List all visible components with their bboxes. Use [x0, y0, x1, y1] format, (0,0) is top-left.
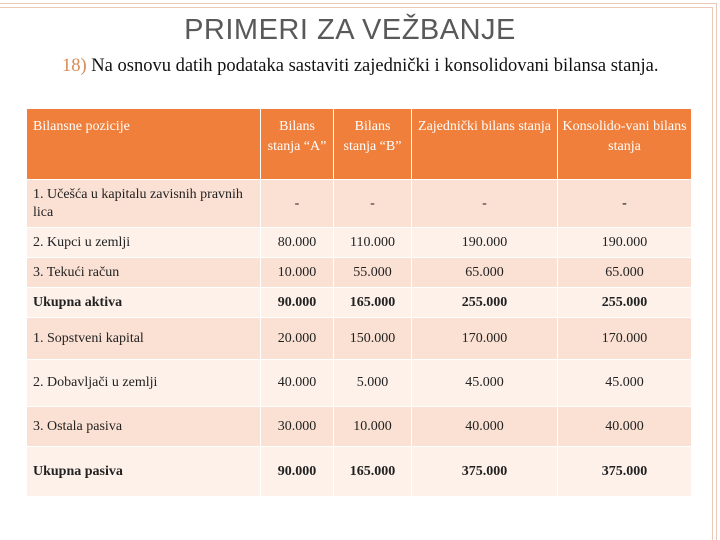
cell-value-a: 30.000: [261, 407, 334, 447]
cell-value-a: 90.000: [261, 447, 334, 497]
cell-value-b: 150.000: [334, 318, 412, 360]
table-header-row: [27, 109, 692, 180]
cell-value-konsolidovani: 40.000: [558, 407, 692, 447]
cell-value-b: 110.000: [334, 228, 412, 258]
cell-value-a: -: [261, 180, 334, 228]
row-label: 3. Tekući račun: [27, 258, 261, 288]
cell-value-b: 55.000: [334, 258, 412, 288]
cell-value-b: 165.000: [334, 288, 412, 318]
task-text: Na osnovu datih podataka sastaviti zajednički i konsolidovani bilansa stanja.: [91, 56, 659, 76]
row-label: 2. Dobavljači u zemlji: [27, 360, 261, 407]
table-row: [27, 228, 692, 258]
cell-value-konsolidovani: 255.000: [558, 288, 692, 318]
cell-value-konsolidovani: 45.000: [558, 360, 692, 407]
table-row-total-aktiva: [27, 288, 692, 318]
balance-sheet-table: [26, 108, 692, 497]
row-label: Ukupna aktiva: [27, 288, 261, 318]
cell-value-b: 10.000: [334, 407, 412, 447]
cell-value-konsolidovani: 375.000: [558, 447, 692, 497]
row-label: 2. Kupci u zemlji: [27, 228, 261, 258]
cell-value-a: 90.000: [261, 288, 334, 318]
table-row: [27, 360, 692, 407]
cell-value-a: 20.000: [261, 318, 334, 360]
cell-value-zajednicki: 65.000: [412, 258, 558, 288]
row-label: 1. Učešća u kapitalu zavisnih pravnih lica: [27, 180, 261, 228]
cell-value-konsolidovani: 190.000: [558, 228, 692, 258]
cell-value-zajednicki: 170.000: [412, 318, 558, 360]
row-label: Ukupna pasiva: [27, 447, 261, 497]
table-row: [27, 258, 692, 288]
cell-value-zajednicki: 40.000: [412, 407, 558, 447]
cell-value-a: 80.000: [261, 228, 334, 258]
cell-value-konsolidovani: 65.000: [558, 258, 692, 288]
header-konsolidovani-bilans: Konsolido-vani bilans stanja: [558, 109, 692, 180]
cell-value-a: 10.000: [261, 258, 334, 288]
table-row-total-pasiva: [27, 447, 692, 497]
table-row: [27, 407, 692, 447]
cell-value-zajednicki: 375.000: [412, 447, 558, 497]
header-bilansne-pozicije: Bilansne pozicije: [27, 109, 261, 180]
cell-value-zajednicki: 190.000: [412, 228, 558, 258]
cell-value-konsolidovani: -: [558, 180, 692, 228]
cell-value-zajednicki: -: [412, 180, 558, 228]
cell-value-zajednicki: 45.000: [412, 360, 558, 407]
task-description: [62, 55, 682, 78]
cell-value-zajednicki: 255.000: [412, 288, 558, 318]
header-bilans-b: Bilans stanja “B”: [334, 109, 412, 180]
row-label: 3. Ostala pasiva: [27, 407, 261, 447]
cell-value-a: 40.000: [261, 360, 334, 407]
header-zajednicki-bilans: Zajednički bilans stanja: [412, 109, 558, 180]
cell-value-b: -: [334, 180, 412, 228]
slide-title: PRIMERI ZA VEŽBANJE: [184, 14, 516, 46]
cell-value-b: 5.000: [334, 360, 412, 407]
table-row: [27, 180, 692, 228]
cell-value-konsolidovani: 170.000: [558, 318, 692, 360]
header-bilans-a: Bilans stanja “A”: [261, 109, 334, 180]
row-label: 1. Sopstveni kapital: [27, 318, 261, 360]
task-number: 18): [62, 56, 87, 76]
cell-value-b: 165.000: [334, 447, 412, 497]
table-row: [27, 318, 692, 360]
